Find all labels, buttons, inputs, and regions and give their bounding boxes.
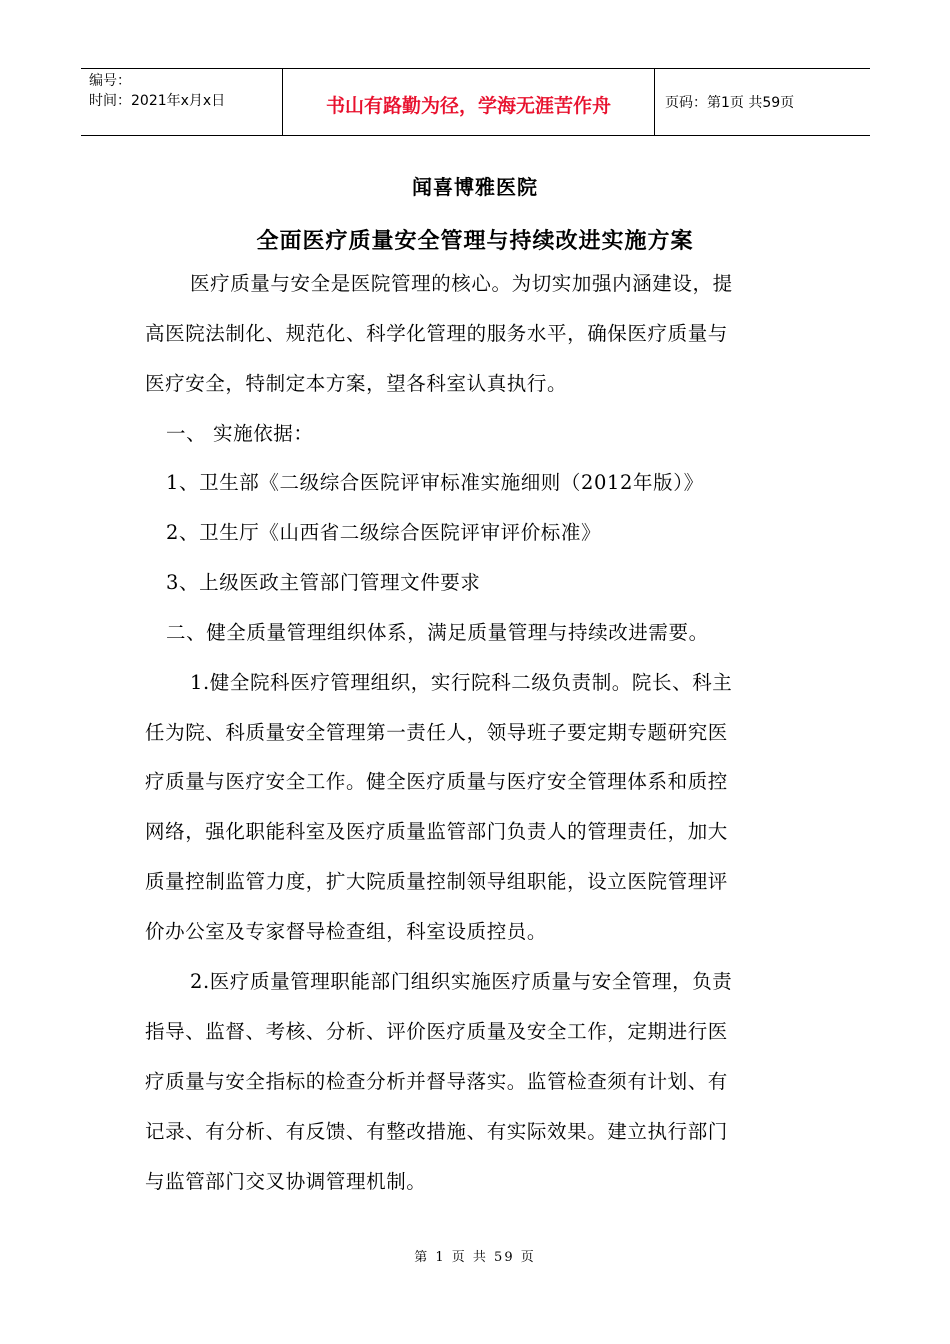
section-heading: 二、健全质量管理组织体系，满足质量管理与持续改进需要。 xyxy=(166,621,709,644)
list-item: 3、上级医政主管部门管理文件要求 xyxy=(166,571,481,594)
body-line: 1.健全院科医疗管理组织，实行院科二级负责制。院长、科主 xyxy=(190,671,733,694)
body-line: 疗质量与安全指标的检查分析并督导落实。监管检查须有计划、有 xyxy=(145,1070,728,1093)
header-motto: 书山有路勤为径，学海无涯苦作舟 xyxy=(283,69,655,135)
code-label: 编号： xyxy=(89,73,131,89)
body-line: 与监管部门交叉协调管理机制。 xyxy=(145,1170,427,1193)
header-info-cell xyxy=(81,69,283,135)
page-footer: 第 1 页 共 59 页 xyxy=(414,1250,536,1265)
body-line: 医疗质量与安全是医院管理的核心。为切实加强内涵建设，提 xyxy=(190,272,733,295)
plan-title: 全面医疗质量安全管理与持续改进实施方案 xyxy=(256,229,694,254)
body-line: 网络，强化职能科室及医疗质量监管部门负责人的管理责任，加大 xyxy=(145,820,728,843)
section-heading: 一、 实施依据： xyxy=(166,422,314,445)
header-page-info: 页码：第1页 共59页 xyxy=(665,95,795,111)
body-line: 质量控制监管力度，扩大院质量控制领导组职能，设立医院管理评 xyxy=(145,870,728,893)
body-line: 记录、有分析、有反馈、有整改措施、有实际效果。建立执行部门 xyxy=(145,1120,728,1143)
body-line: 2.医疗质量管理职能部门组织实施医疗质量与安全管理，负责 xyxy=(190,970,733,993)
body-line: 高医院法制化、规范化、科学化管理的服务水平，确保医疗质量与 xyxy=(145,322,728,345)
list-item: 2、卫生厅《山西省二级综合医院评审评价标准》 xyxy=(166,521,602,544)
time-label: 时间：2021年x月x日 xyxy=(89,93,226,109)
body-line: 价办公室及专家督导检查组，科室设质控员。 xyxy=(145,920,548,943)
hospital-name: 闻喜博雅医院 xyxy=(412,175,538,199)
body-line: 任为院、科质量安全管理第一责任人，领导班子要定期专题研究医 xyxy=(145,721,728,744)
body-line: 医疗安全，特制定本方案，望各科室认真执行。 xyxy=(145,372,568,395)
body-line: 指导、监督、考核、分析、评价医疗质量及安全工作，定期进行医 xyxy=(145,1020,728,1043)
list-item: 1、卫生部《二级综合医院评审标准实施细则（2012年版）》 xyxy=(166,471,704,494)
document-header xyxy=(81,68,870,136)
body-line: 疗质量与医疗安全工作。健全医疗质量与医疗安全管理体系和质控 xyxy=(145,770,728,793)
